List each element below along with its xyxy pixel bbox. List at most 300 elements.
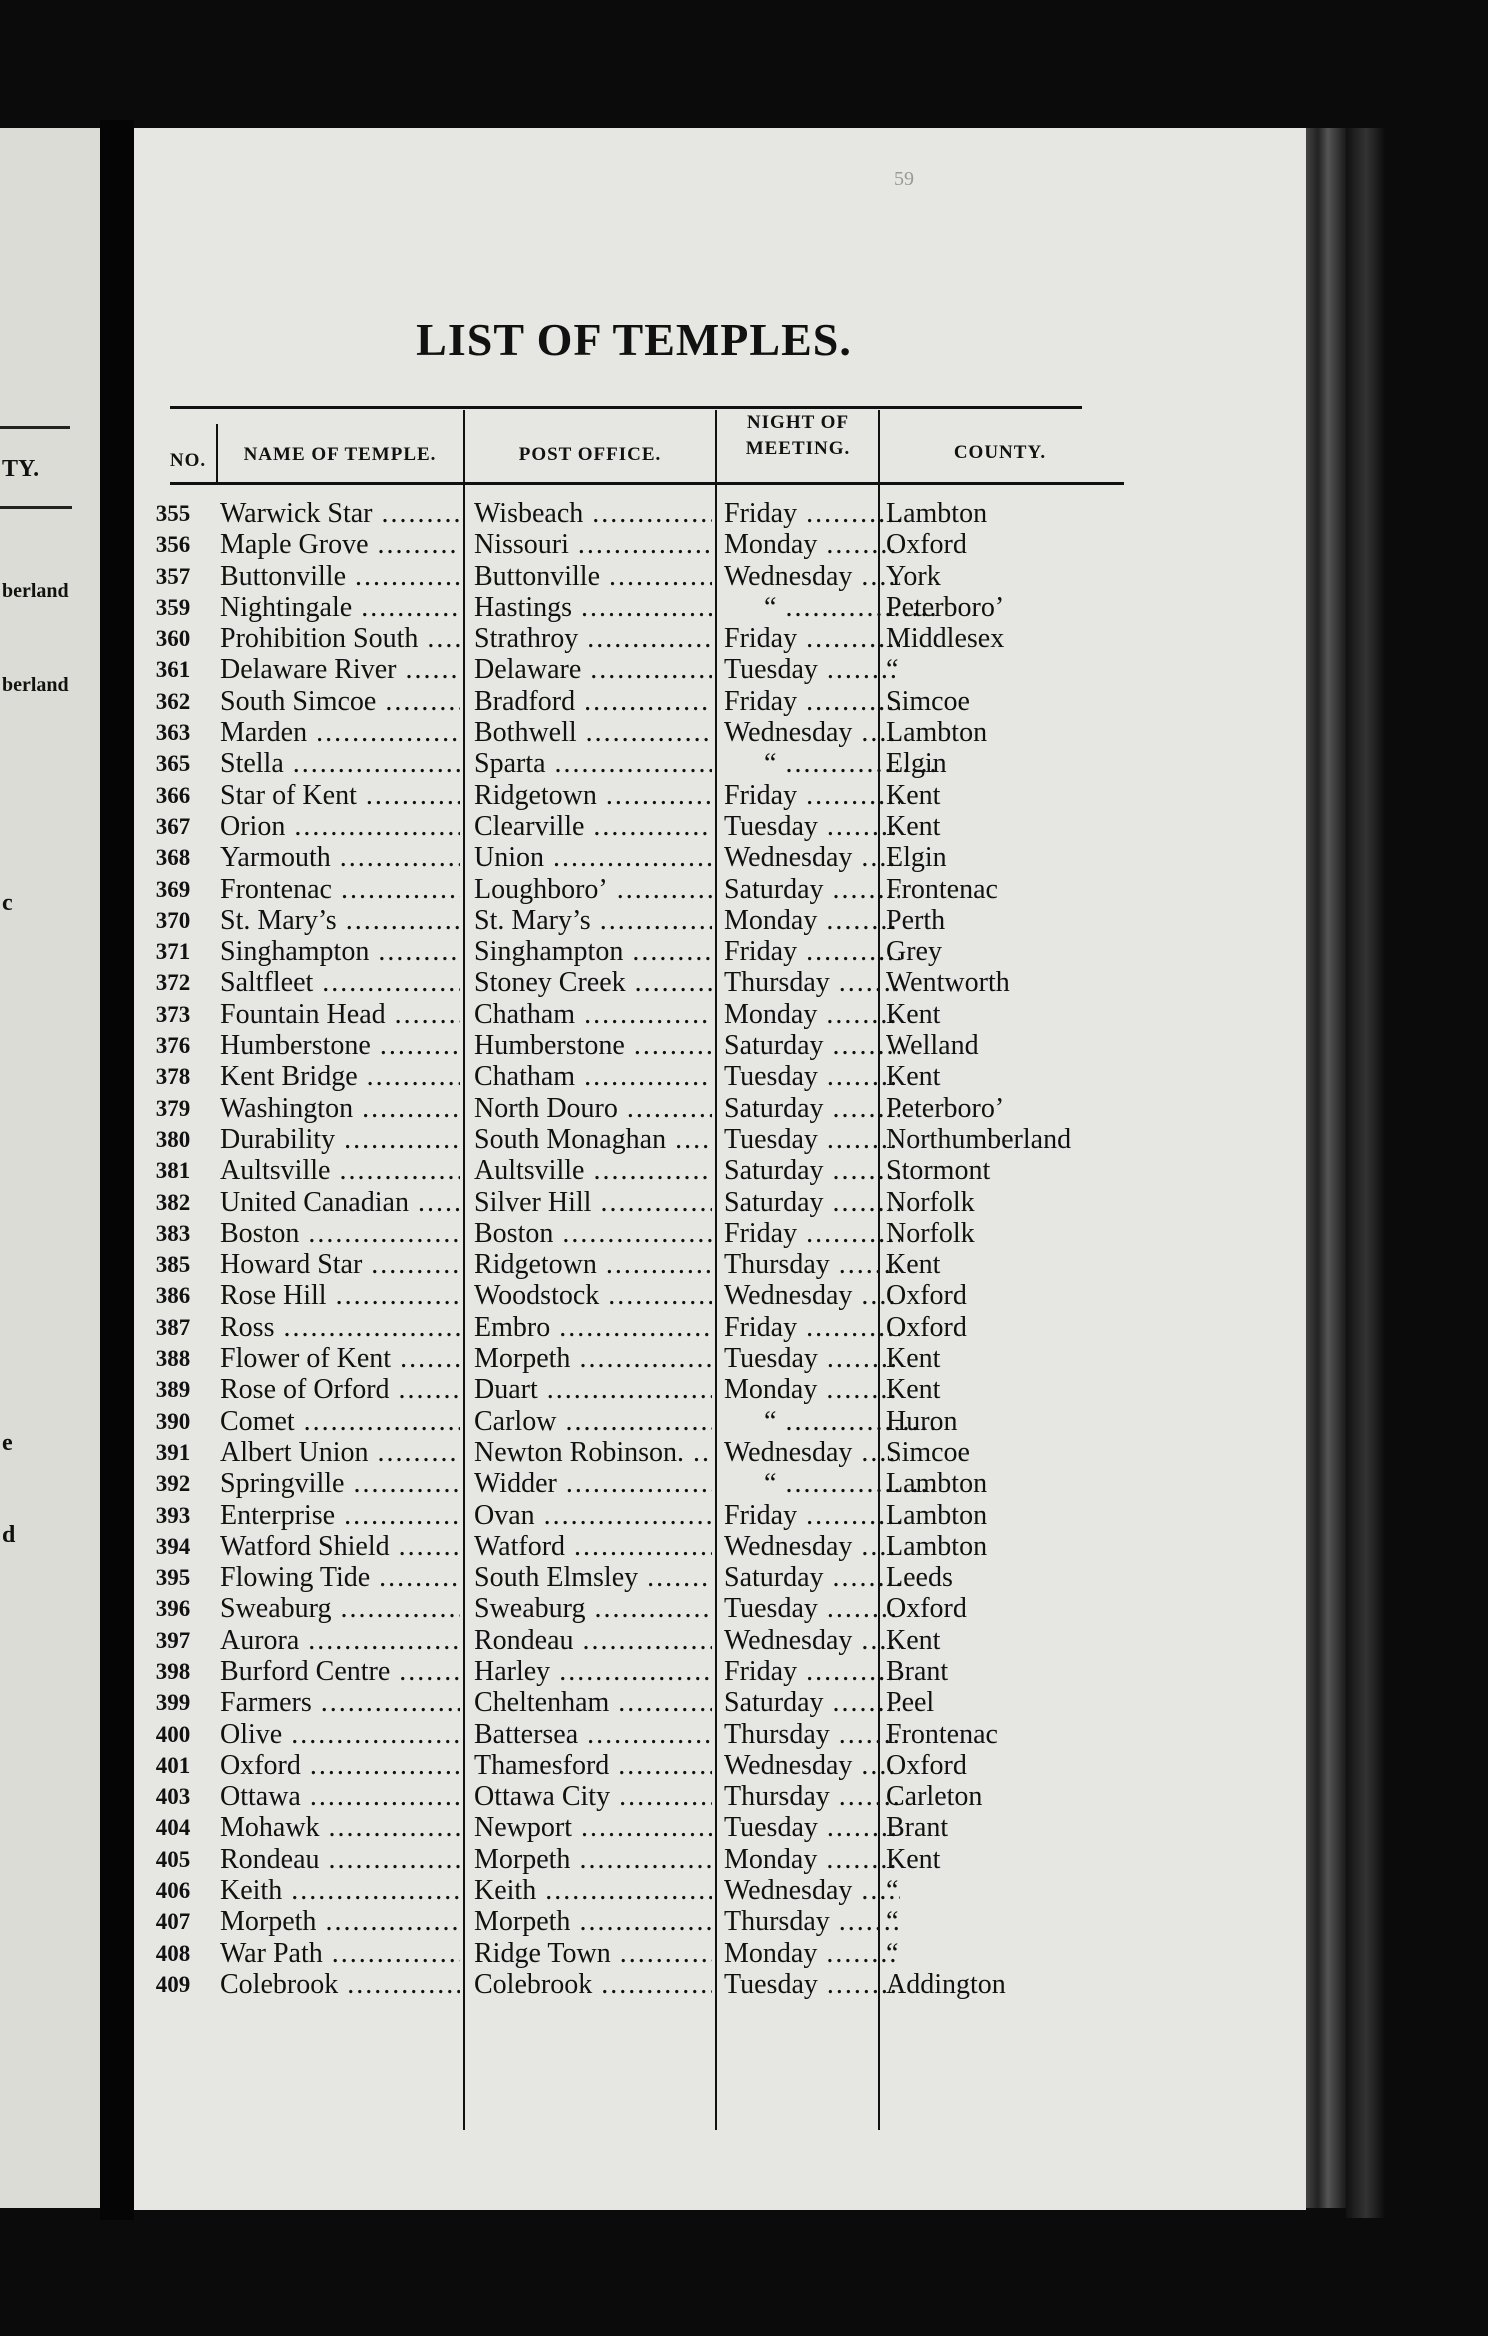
meeting-night: Saturday ..... (724, 1093, 900, 1124)
table-row (134, 1875, 1306, 1906)
post-office: Carlow ..... (474, 1406, 712, 1437)
temple-name: Stella ..... (220, 748, 460, 779)
temple-name: Kent Bridge ..... (220, 1061, 460, 1092)
post-office: Stoney Creek ..... (474, 967, 712, 998)
post-office: Ridge Town ..... (474, 1938, 712, 1969)
post-office: Morpeth ..... (474, 1906, 712, 1937)
temple-name: Warwick Star ..... (220, 498, 460, 529)
table-row (134, 1249, 1306, 1280)
temple-number: 387 (155, 1314, 191, 1340)
meeting-night: Thursday ..... (724, 1781, 900, 1812)
meeting-night: Tuesday ..... (724, 1343, 900, 1374)
county: Stormont (886, 1155, 991, 1187)
temple-name: Watford Shield ..... (220, 1531, 460, 1562)
temple-number: 382 (155, 1189, 191, 1215)
temple-number: 401 (155, 1752, 191, 1778)
temple-number: 367 (155, 813, 191, 839)
book-gutter (100, 120, 134, 2220)
temple-name: Farmers ..... (220, 1687, 460, 1718)
temple-number: 396 (155, 1596, 191, 1622)
county: Peterboro’ (886, 591, 1005, 623)
table-row (134, 1187, 1306, 1218)
meeting-night: Saturday ..... (724, 1687, 900, 1718)
temple-number: 355 (155, 501, 191, 526)
county: Elgin (886, 842, 947, 874)
county: Oxford (886, 529, 967, 561)
temple-number: 400 (155, 1721, 191, 1747)
post-office: Hastings ..... (474, 592, 712, 623)
post-office: Woodstock ..... (474, 1280, 712, 1311)
meeting-night: Monday ..... (724, 999, 900, 1030)
table-row (134, 1687, 1306, 1718)
meeting-night: Tuesday ..... (724, 1124, 900, 1155)
temple-name: Keith ..... (220, 1875, 460, 1906)
table-row (134, 811, 1306, 842)
temple-number: 378 (155, 1064, 191, 1090)
temple-number: 404 (155, 1815, 191, 1841)
table-row (134, 842, 1306, 873)
meeting-night: Friday ..... (724, 1312, 900, 1343)
meeting-night: Friday ..... (724, 1500, 900, 1531)
meeting-night: Monday ..... (724, 905, 900, 936)
temple-name: Aultsville ..... (220, 1155, 460, 1186)
table-row (134, 874, 1306, 905)
table-header-rule (170, 482, 1124, 485)
county: Lambton (886, 498, 988, 529)
table-row (134, 1750, 1306, 1781)
meeting-night: “ ..... (724, 1406, 940, 1437)
county: Brant (886, 1655, 949, 1687)
left-header-fragment: TY. (2, 456, 40, 482)
temple-name: Star of Kent ..... (220, 780, 460, 811)
meeting-night: Friday ..... (724, 686, 900, 717)
county: Addington (886, 1968, 1006, 2000)
table-row (134, 1625, 1306, 1656)
temple-number: 381 (155, 1158, 191, 1184)
county: York (886, 560, 941, 592)
post-office: Clearville ..... (474, 811, 712, 842)
table-row (134, 1719, 1306, 1750)
table-row (134, 1030, 1306, 1061)
left-fragment: c (2, 890, 13, 916)
temple-name: Boston ..... (220, 1218, 460, 1249)
meeting-night: Wednesday ..... (724, 842, 900, 873)
header-name: NAME OF TEMPLE. (243, 444, 437, 465)
post-office: South Elmsley ..... (474, 1562, 712, 1593)
county: Northumberland (886, 1123, 1072, 1155)
county: Peterboro’ (886, 1092, 1005, 1124)
header-post: POST OFFICE. (518, 444, 662, 465)
temple-number: 393 (155, 1502, 191, 1528)
meeting-night: Saturday ..... (724, 1562, 900, 1593)
temple-number: 405 (155, 1846, 191, 1872)
meeting-night: Thursday ..... (724, 967, 900, 998)
temple-number: 368 (155, 845, 191, 871)
temple-number: 365 (155, 751, 191, 777)
temple-number: 388 (155, 1346, 191, 1372)
post-office: Silver Hill ..... (474, 1187, 712, 1218)
temple-number: 397 (155, 1627, 191, 1653)
post-office: St. Mary’s ..... (474, 905, 712, 936)
county: Oxford (886, 1280, 967, 1312)
temple-name: Colebrook ..... (220, 1969, 460, 2000)
temple-number: 372 (155, 970, 191, 996)
left-rule-bottom (0, 506, 72, 509)
meeting-night: Wednesday ..... (724, 717, 900, 748)
county: Kent (886, 1061, 941, 1093)
county: Oxford (886, 1311, 967, 1343)
county: Welland (886, 1030, 979, 1062)
temple-number: 390 (155, 1408, 191, 1434)
temple-name: Olive ..... (220, 1719, 460, 1750)
post-office: Ovan ..... (474, 1500, 712, 1531)
temple-number: 406 (155, 1878, 191, 1904)
temple-number: 383 (155, 1220, 191, 1246)
meeting-night: Friday ..... (724, 623, 900, 654)
post-office: Aultsville ..... (474, 1155, 712, 1186)
table-row (134, 592, 1306, 623)
meeting-night: Tuesday ..... (724, 811, 900, 842)
header-county: COUNTY. (953, 442, 1047, 463)
temple-list (134, 498, 1306, 2000)
county: Leeds (886, 1562, 953, 1594)
table-row (134, 1093, 1306, 1124)
table-row (134, 1906, 1306, 1937)
post-office: Morpeth ..... (474, 1343, 712, 1374)
page-title: LIST OF TEMPLES. (416, 314, 852, 365)
pencil-mark: 59 (894, 168, 914, 190)
post-office: Wisbeach ..... (474, 498, 712, 529)
table-row (134, 717, 1306, 748)
table-row (134, 1468, 1306, 1499)
temple-number: 408 (155, 1940, 191, 1966)
table-top-rule (170, 406, 1082, 409)
post-office: Newport ..... (474, 1812, 712, 1843)
book-spine (1306, 128, 1346, 2208)
post-office: Strathroy ..... (474, 623, 712, 654)
post-office: Union ..... (474, 842, 712, 873)
temple-name: Singhampton ..... (220, 936, 460, 967)
county: Perth (886, 904, 946, 936)
post-office: Humberstone ..... (474, 1030, 712, 1061)
temple-name: Oxford ..... (220, 1750, 460, 1781)
temple-name: Springville ..... (220, 1468, 460, 1499)
table-row (134, 1531, 1306, 1562)
post-office: Embro ..... (474, 1312, 712, 1343)
table-row (134, 1656, 1306, 1687)
table-row (134, 623, 1306, 654)
county: Grey (886, 936, 942, 968)
temple-name: War Path ..... (220, 1938, 460, 1969)
temple-name: Rondeau ..... (220, 1844, 460, 1875)
temple-number: 403 (155, 1784, 191, 1810)
county: Norfolk (886, 1186, 975, 1218)
temple-name: Flowing Tide ..... (220, 1562, 460, 1593)
table-row (134, 1374, 1306, 1405)
post-office: Loughboro’ ..... (474, 874, 712, 905)
county: Oxford (886, 1749, 967, 1781)
meeting-night: Thursday ..... (724, 1906, 900, 1937)
temple-number: 379 (155, 1095, 191, 1121)
header-night-line1: NIGHT OF (746, 412, 850, 433)
table-row (134, 748, 1306, 779)
county: Elgin (886, 748, 947, 780)
temple-name: Prohibition South ..... (220, 623, 460, 654)
table-row (134, 936, 1306, 967)
meeting-night: Friday ..... (724, 498, 900, 529)
post-office: Harley ..... (474, 1656, 712, 1687)
county: “ (886, 1906, 899, 1938)
temple-number: 356 (155, 532, 191, 558)
table-row (134, 1781, 1306, 1812)
county: Middlesex (886, 623, 1005, 655)
temple-number: 398 (155, 1658, 191, 1684)
meeting-night: Friday ..... (724, 780, 900, 811)
table-row (134, 1406, 1306, 1437)
meeting-night: Wednesday ..... (724, 1750, 900, 1781)
table-row (134, 1437, 1306, 1468)
county: Frontenac (886, 873, 998, 905)
table-row (134, 999, 1306, 1030)
meeting-night: Thursday ..... (724, 1719, 900, 1750)
temple-name: Comet ..... (220, 1406, 460, 1437)
table-row (134, 1124, 1306, 1155)
temple-name: Flower of Kent ..... (220, 1343, 460, 1374)
meeting-night: Monday ..... (724, 1844, 900, 1875)
temple-name: Aurora ..... (220, 1625, 460, 1656)
temple-name: Rose Hill ..... (220, 1280, 460, 1311)
temple-number: 392 (155, 1471, 191, 1497)
table-row (134, 1938, 1306, 1969)
table-row (134, 1155, 1306, 1186)
temple-number: 389 (155, 1377, 191, 1403)
county: Kent (886, 998, 941, 1030)
table-row (134, 529, 1306, 560)
temple-number: 407 (155, 1909, 191, 1935)
temple-name: Delaware River ..... (220, 654, 460, 685)
meeting-night: “ ..... (724, 1468, 940, 1499)
temple-number: 376 (155, 1033, 191, 1059)
temple-name: Buttonville ..... (220, 561, 460, 592)
post-office: Watford ..... (474, 1531, 712, 1562)
temple-name: Frontenac ..... (220, 874, 460, 905)
table-row (134, 780, 1306, 811)
temple-number: 373 (155, 1001, 191, 1027)
left-rule-top (0, 426, 70, 429)
temple-name: Burford Centre ..... (220, 1656, 460, 1687)
table-row (134, 1343, 1306, 1374)
temple-name: Enterprise ..... (220, 1500, 460, 1531)
county: Kent (886, 1374, 941, 1406)
county: Kent (886, 1249, 941, 1281)
left-fragment: d (2, 1522, 16, 1548)
county: “ (886, 1875, 899, 1907)
meeting-night: Thursday ..... (724, 1249, 900, 1280)
county: Kent (886, 1343, 941, 1375)
county: Carleton (886, 1781, 983, 1813)
temple-name: Albert Union ..... (220, 1437, 460, 1468)
temple-name: Saltfleet ..... (220, 967, 460, 998)
meeting-night: Wednesday ..... (724, 561, 900, 592)
temple-number: 371 (155, 939, 191, 965)
temple-number: 361 (155, 657, 191, 683)
temple-name: Howard Star ..... (220, 1249, 460, 1280)
temple-number: 391 (155, 1439, 191, 1465)
temple-name: Mohawk ..... (220, 1812, 460, 1843)
table-row (134, 1593, 1306, 1624)
post-office: Ridgetown ..... (474, 780, 712, 811)
meeting-night: Tuesday ..... (724, 1969, 900, 2000)
post-office: Widder ..... (474, 1468, 712, 1499)
meeting-night: Tuesday ..... (724, 1593, 900, 1624)
post-office: Cheltenham ..... (474, 1687, 712, 1718)
temple-number: 366 (155, 782, 191, 808)
post-office: Bradford ..... (474, 686, 712, 717)
meeting-night: Saturday ..... (724, 1030, 900, 1061)
meeting-night: Wednesday ..... (724, 1531, 900, 1562)
temple-number: 359 (155, 594, 191, 620)
temple-name: Maple Grove ..... (220, 529, 460, 560)
meeting-night: Monday ..... (724, 1938, 900, 1969)
county: “ (886, 1937, 899, 1969)
county: Wentworth (886, 967, 1010, 999)
county: Kent (886, 779, 941, 811)
temple-name: South Simcoe ..... (220, 686, 460, 717)
temple-name: Yarmouth ..... (220, 842, 460, 873)
meeting-night: Tuesday ..... (724, 1061, 900, 1092)
post-office: Chatham ..... (474, 1061, 712, 1092)
county: Simcoe (886, 1436, 970, 1468)
temple-name: Nightingale ..... (220, 592, 460, 623)
county: Kent (886, 1624, 941, 1656)
header-no: NO. (169, 450, 207, 471)
county: Brant (886, 1812, 949, 1844)
temple-name: Orion ..... (220, 811, 460, 842)
post-office: Bothwell ..... (474, 717, 712, 748)
post-office: Keith ..... (474, 1875, 712, 1906)
table-row (134, 1844, 1306, 1875)
county: “ (886, 654, 899, 686)
county: Huron (886, 1405, 958, 1437)
post-office: North Douro ..... (474, 1093, 712, 1124)
temple-number: 385 (155, 1252, 191, 1278)
temple-name: Humberstone ..... (220, 1030, 460, 1061)
post-office: Rondeau ..... (474, 1625, 712, 1656)
meeting-night: Saturday ..... (724, 874, 900, 905)
meeting-night: “ ..... (724, 592, 940, 623)
post-office: Singhampton ..... (474, 936, 712, 967)
meeting-night: Saturday ..... (724, 1155, 900, 1186)
document-page (134, 128, 1306, 2210)
table-row (134, 1500, 1306, 1531)
table-row (134, 1812, 1306, 1843)
table-row (134, 1061, 1306, 1092)
temple-number: 399 (155, 1690, 191, 1716)
post-office: Battersea ..... (474, 1719, 712, 1750)
temple-name: St. Mary’s ..... (220, 905, 460, 936)
table-row (134, 905, 1306, 936)
temple-number: 380 (155, 1126, 191, 1152)
left-fragment: berland (2, 580, 69, 602)
meeting-night: Saturday ..... (724, 1187, 900, 1218)
temple-name: Washington ..... (220, 1093, 460, 1124)
post-office: Sparta ..... (474, 748, 712, 779)
left-page-fragment (0, 128, 100, 2208)
table-row (134, 686, 1306, 717)
county: Kent (886, 810, 941, 842)
table-row (134, 1280, 1306, 1311)
meeting-night: Monday ..... (724, 529, 900, 560)
temple-name: Ottawa ..... (220, 1781, 460, 1812)
temple-number: 362 (155, 688, 191, 714)
meeting-night: Friday ..... (724, 936, 900, 967)
temple-number: 363 (155, 720, 191, 746)
post-office: Nissouri ..... (474, 529, 712, 560)
temple-name: United Canadian ..... (220, 1187, 460, 1218)
meeting-night: “ ..... (724, 748, 940, 779)
meeting-night: Wednesday ..... (724, 1437, 900, 1468)
county: Lambton (886, 1530, 988, 1562)
temple-number: 360 (155, 626, 191, 652)
meeting-night: Friday ..... (724, 1218, 900, 1249)
post-office: Thamesford ..... (474, 1750, 712, 1781)
county: Lambton (886, 1468, 988, 1500)
post-office: Morpeth ..... (474, 1844, 712, 1875)
post-office: Colebrook ..... (474, 1969, 712, 2000)
temple-name: Rose of Orford ..... (220, 1374, 460, 1405)
table-row (134, 498, 1306, 529)
post-office: Ottawa City ..... (474, 1781, 712, 1812)
post-office: South Monaghan ..... (474, 1124, 712, 1155)
temple-number: 369 (155, 876, 191, 902)
left-fragment: e (2, 1430, 13, 1456)
table-row (134, 1218, 1306, 1249)
post-office: Boston ..... (474, 1218, 712, 1249)
county: Frontenac (886, 1718, 998, 1750)
meeting-night: Tuesday ..... (724, 654, 900, 685)
table-row (134, 1312, 1306, 1343)
temple-number: 409 (155, 1971, 191, 1997)
temple-name: Durability ..... (220, 1124, 460, 1155)
temple-name: Sweaburg ..... (220, 1593, 460, 1624)
meeting-night: Friday ..... (724, 1656, 900, 1687)
temple-number: 357 (155, 563, 191, 589)
temple-number: 386 (155, 1283, 191, 1309)
temple-number: 394 (155, 1533, 191, 1559)
meeting-night: Wednesday ..... (724, 1625, 900, 1656)
table-row (134, 561, 1306, 592)
temple-name: Morpeth ..... (220, 1906, 460, 1937)
post-office: Delaware ..... (474, 654, 712, 685)
table-row (134, 1969, 1306, 2000)
post-office: Sweaburg ..... (474, 1593, 712, 1624)
temple-name: Marden ..... (220, 717, 460, 748)
county: Norfolk (886, 1217, 975, 1249)
meeting-night: Wednesday ..... (724, 1875, 900, 1906)
post-office: Buttonville ..... (474, 561, 712, 592)
header-night-line2: MEETING. (745, 438, 851, 459)
left-fragment: berland (2, 674, 69, 696)
county: Simcoe (886, 685, 970, 717)
table-row (134, 1562, 1306, 1593)
county: Oxford (886, 1593, 967, 1625)
county: Lambton (886, 717, 988, 749)
meeting-night: Wednesday ..... (724, 1280, 900, 1311)
temple-number: 370 (155, 907, 191, 933)
county: Kent (886, 1843, 941, 1875)
meeting-night: Monday ..... (724, 1374, 900, 1405)
temple-name: Fountain Head ..... (220, 999, 460, 1030)
